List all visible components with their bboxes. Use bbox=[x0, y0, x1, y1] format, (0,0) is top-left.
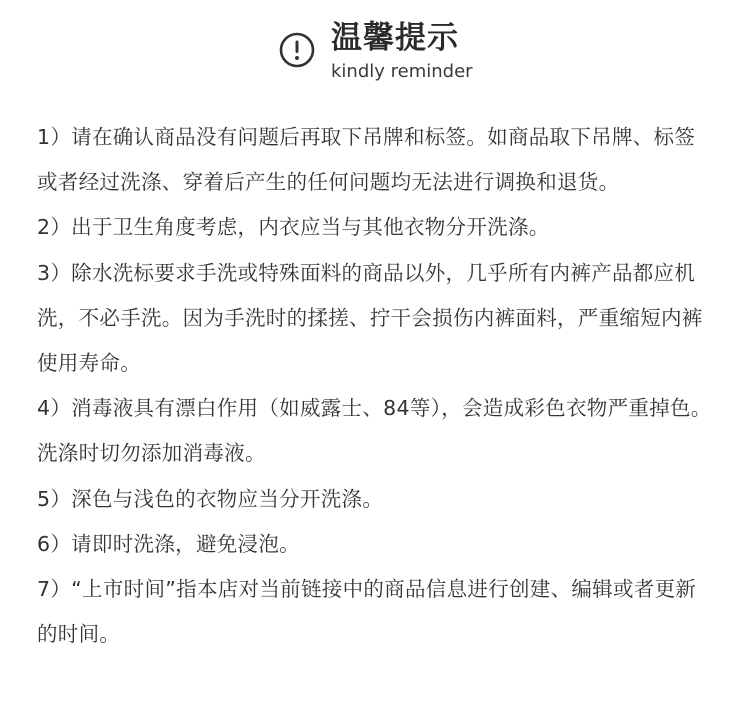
title-block bbox=[331, 18, 473, 85]
reminder-item-7: 7）“上市时间”指本店对当前链接中的商品信息进行创建、编辑或者更新的时间。 bbox=[37, 577, 697, 647]
reminder-item-6: 6）请即时洗涤，避免浸泡。 bbox=[37, 531, 300, 556]
reminder-header bbox=[0, 0, 750, 90]
reminder-item-1: 1）请在确认商品没有问题后再取下吊牌和标签。如商品取下吊牌、标签或者经过洗涤、穿着后产生的任何问题均无法进行调换和退货。 bbox=[37, 125, 696, 195]
reminder-item-3: 3）除水洗标要求手洗或特殊面料的商品以外，几乎所有内裤产品都应机洗，不必手洗。因为手洗时的揉搓、拧干会损伤内裤面料，严重缩短内裤使用寿命。 bbox=[37, 260, 703, 376]
reminder-list bbox=[37, 115, 715, 657]
reminder-item-5: 5）深色与浅色的衣物应当分开洗涤。 bbox=[37, 486, 384, 511]
reminder-item-4: 4）消毒液具有漂白作用（如威露士、84等），会造成彩色衣物严重掉色。洗涤时切勿添加消毒液。 bbox=[37, 396, 712, 466]
reminder-item-2: 2）出于卫生角度考虑，内衣应当与其他衣物分开洗涤。 bbox=[37, 215, 550, 240]
page-subtitle: kindly reminder bbox=[331, 61, 473, 82]
page-title: 温馨提示 bbox=[331, 20, 459, 56]
exclamation-circle-icon bbox=[279, 32, 315, 68]
